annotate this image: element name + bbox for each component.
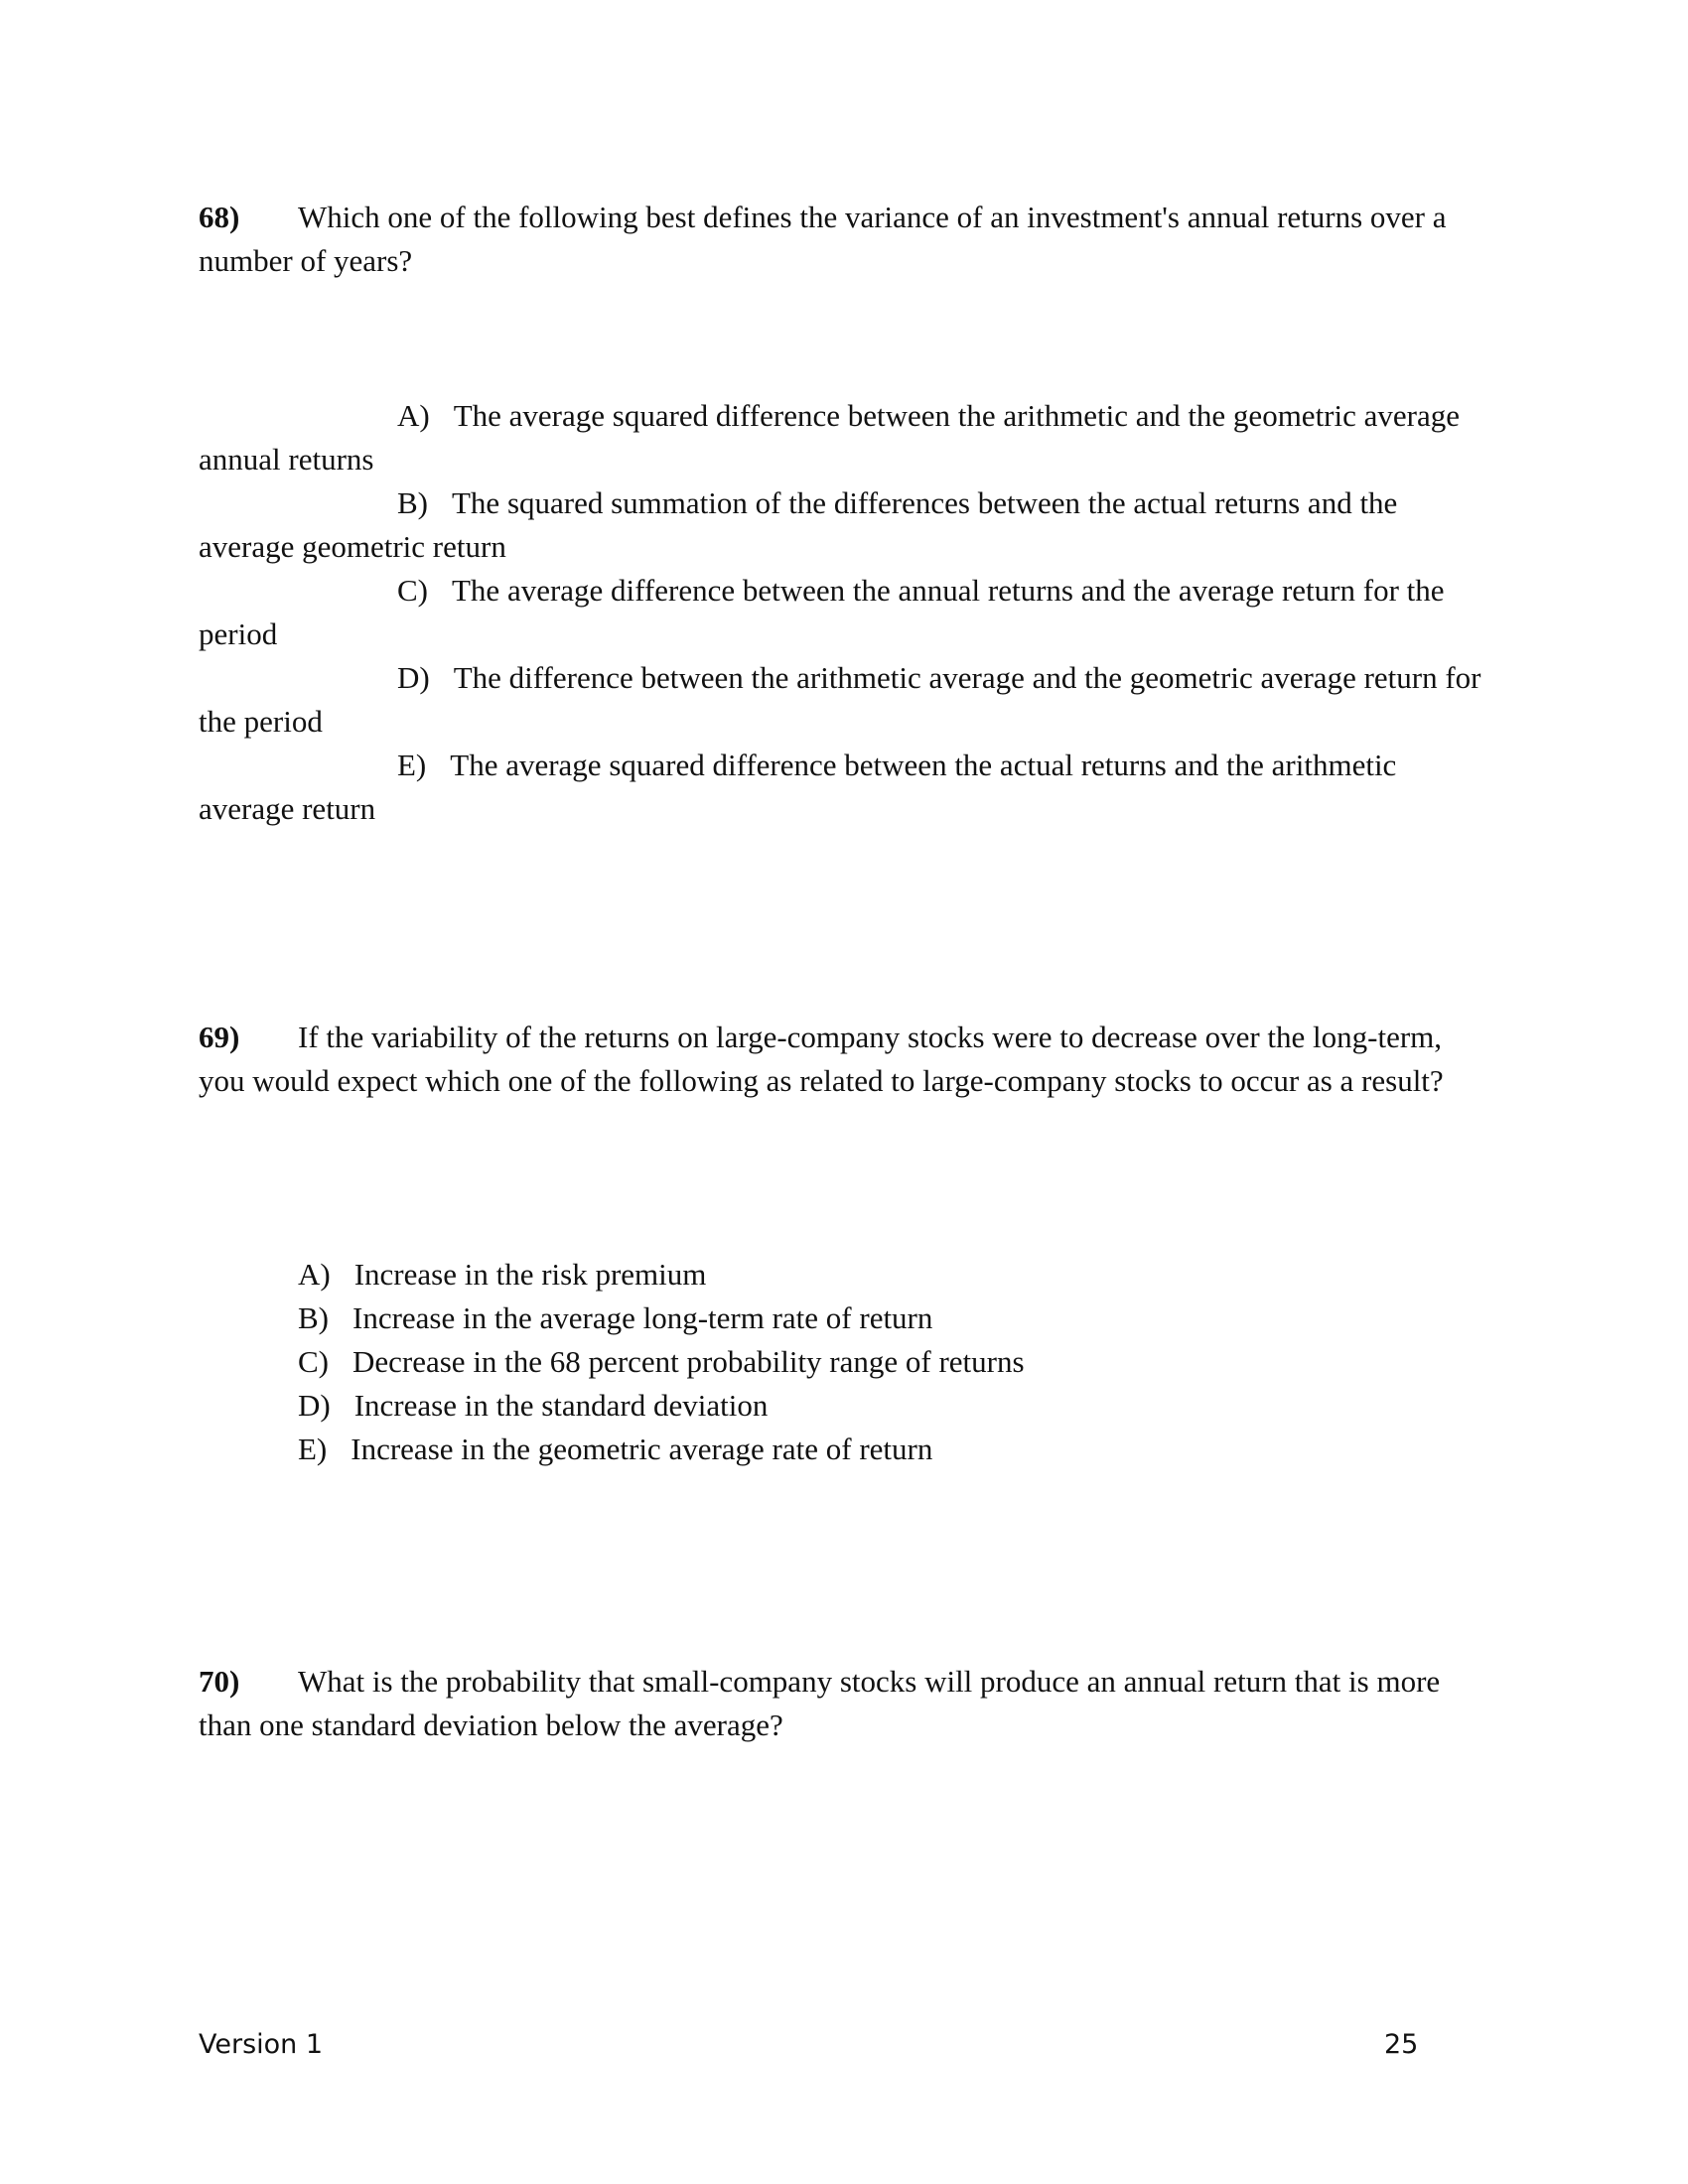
option-text: Increase in the standard deviation <box>353 1388 769 1423</box>
option-label: C) <box>298 1344 329 1379</box>
option-e <box>199 744 1489 831</box>
option-label: B) <box>298 1300 329 1335</box>
option-d <box>199 656 1489 744</box>
option-text: The average squared difference between the actual returns and the arithmetic average return <box>199 748 1397 826</box>
question-number: 68) <box>199 200 240 234</box>
question-68-options <box>199 394 1489 831</box>
option-c <box>199 1340 1489 1384</box>
option-a <box>199 394 1489 481</box>
option-text: Increase in the geometric average rate of return <box>351 1432 933 1466</box>
question-text: What is the probability that small-company stocks will produce an annual return that is more than one standard deviation below the average? <box>199 1664 1441 1742</box>
option-label: B) <box>397 485 428 520</box>
option-text: The average difference between the annual returns and the average return for the period <box>199 573 1445 651</box>
option-text: The average squared difference between the arithmetic and the geometric average annual returns <box>199 398 1460 477</box>
option-label: A) <box>298 1257 331 1292</box>
option-text: Decrease in the 68 percent probability range of returns <box>352 1344 1025 1379</box>
option-label: E) <box>298 1432 328 1466</box>
question-68 <box>199 196 1489 283</box>
option-b <box>199 1297 1489 1340</box>
option-text: Increase in the risk premium <box>353 1257 707 1292</box>
option-label: A) <box>397 398 430 433</box>
option-label: D) <box>298 1388 331 1423</box>
question-number: 70) <box>199 1664 240 1699</box>
option-text: Increase in the average long-term rate of return <box>352 1300 933 1335</box>
question-number: 69) <box>199 1020 240 1054</box>
option-label: E) <box>397 748 427 782</box>
question-text: If the variability of the returns on large-company stocks were to decrease over the long-term, you would expect which one of the following as related to large-company stocks to occur as a result? <box>199 1020 1444 1098</box>
option-e <box>199 1428 1489 1471</box>
option-label: D) <box>397 660 430 695</box>
option-d <box>199 1384 1489 1428</box>
question-69 <box>199 1016 1489 1103</box>
footer-version: Version 1 <box>199 2029 324 2060</box>
question-text: Which one of the following best defines the variance of an investment's annual returns over a number of years? <box>199 200 1447 278</box>
footer-page-number: 25 <box>1384 2029 1419 2060</box>
option-text: The difference between the arithmetic average and the geometric average return for the period <box>199 660 1481 739</box>
option-label: C) <box>397 573 428 608</box>
question-69-options <box>199 1253 1489 1471</box>
option-a <box>199 1253 1489 1297</box>
option-text: The squared summation of the differences between the actual returns and the average geometric return <box>199 485 1398 564</box>
option-b <box>199 481 1489 569</box>
question-70 <box>199 1660 1489 1747</box>
option-c <box>199 569 1489 656</box>
